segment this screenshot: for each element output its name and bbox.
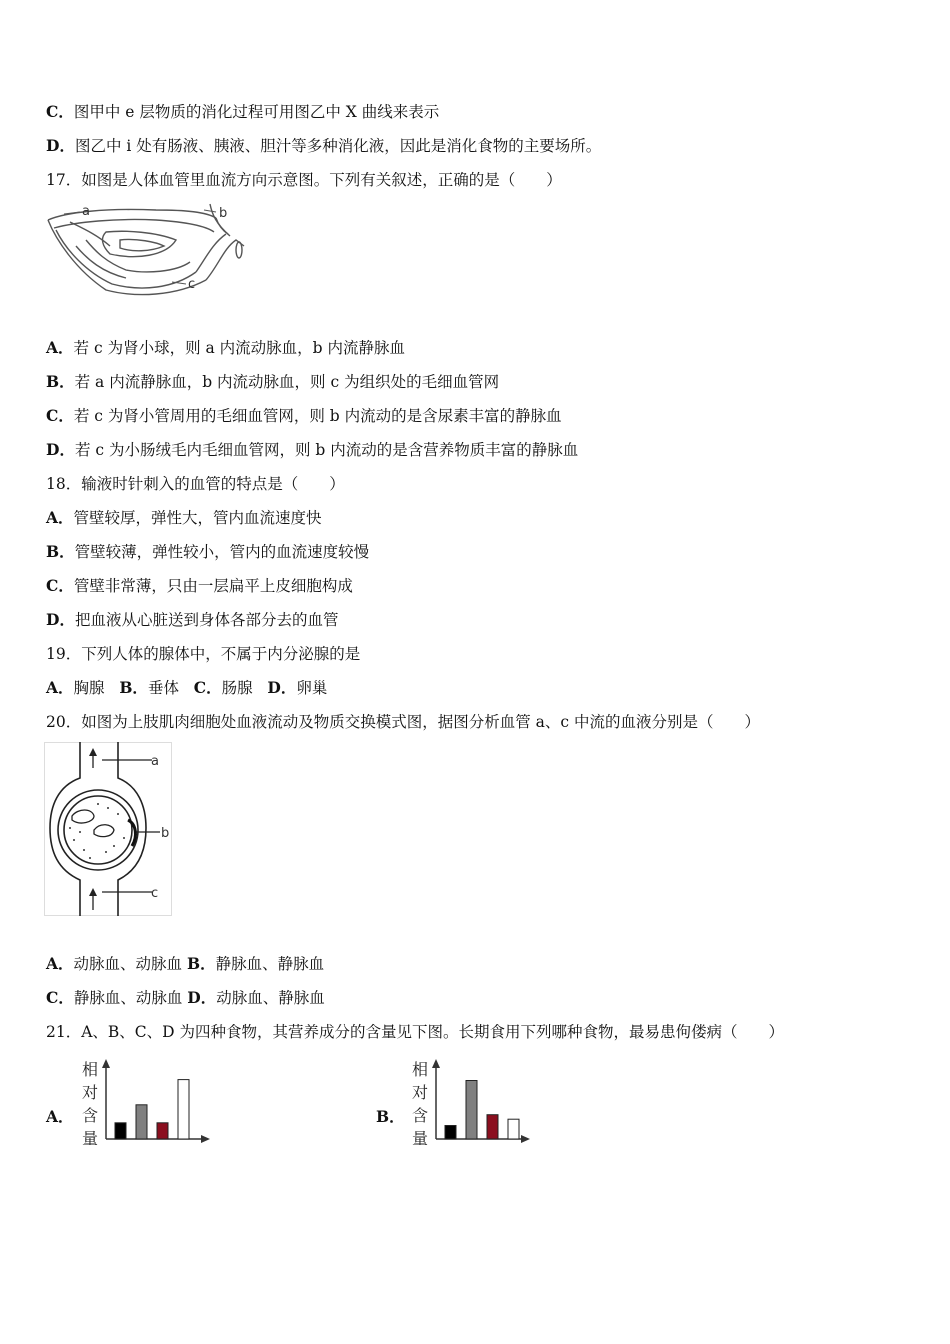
option-text: 图甲中 e 层物质的消化过程可用图乙中 X 曲线来表示 [73, 103, 440, 121]
label-a: a [82, 204, 90, 219]
option-text: 肠腺 [221, 679, 253, 697]
option-text: 卵巢 [296, 679, 328, 697]
option-text: 静脉血、静脉血 [215, 955, 325, 973]
option-prefix: A． [46, 678, 74, 697]
chart-b-option-label: B． [376, 1107, 405, 1126]
y-axis-label-char: 对 [82, 1083, 99, 1102]
option-prefix: A． [46, 338, 74, 357]
option-text: 管壁较薄，弹性较小，管内的血流速度较慢 [74, 543, 370, 561]
y-axis-label-char: 含 [412, 1106, 429, 1125]
option-c-line [46, 576, 353, 596]
option-text: 管壁较厚，弹性大，管内血流速度快 [73, 509, 322, 527]
option-b-line [46, 372, 499, 392]
option-text: 若 a 内流静脉血，b 内流动脉血，则 c 为组织处的毛细血管网 [74, 373, 500, 391]
bar [487, 1115, 498, 1139]
option-prefix: A． [46, 508, 74, 527]
label-b: b [161, 826, 170, 841]
option-prefix: D． [187, 988, 217, 1007]
options-20-ab [46, 954, 324, 974]
y-axis-label-char: 量 [412, 1129, 429, 1147]
option-text: 若 c 为肾小管周用的毛细血管网，则 b 内流动的是含尿素丰富的静脉血 [73, 407, 562, 425]
option-c-line [46, 102, 439, 122]
bar [466, 1081, 477, 1140]
x-axis-arrow [521, 1135, 530, 1143]
option-a-line [46, 508, 322, 528]
question-18: 18．输液时针刺入的血管的特点是（ ） [46, 475, 345, 493]
y-axis-arrow [102, 1059, 110, 1068]
option-prefix: B． [186, 954, 216, 973]
option-text: 动脉血、静脉血 [216, 989, 325, 1007]
bar [157, 1123, 168, 1139]
label-c: c [151, 886, 159, 901]
option-prefix: C． [46, 988, 74, 1007]
y-axis-label-char: 对 [412, 1083, 429, 1102]
options-19 [46, 678, 327, 698]
x-axis-arrow [201, 1135, 210, 1143]
option-a-line [46, 338, 405, 358]
bar [445, 1126, 456, 1140]
question-20: 20．如图为上肢肌肉细胞处血液流动及物质交换模式图，据图分析血管 a、c 中流的血液分别是（ ） [46, 713, 761, 731]
option-text: 若 c 为小肠绒毛内毛细血管网，则 b 内流动的是含营养物质丰富的静脉血 [74, 441, 579, 459]
option-text: 若 c 为肾小球，则 a 内流动脉血，b 内流静脉血 [73, 339, 406, 357]
option-prefix: D． [46, 136, 75, 155]
option-prefix: D． [46, 440, 75, 459]
option-text: 把血液从心脏送到身体各部分去的血管 [74, 611, 339, 629]
option-prefix: D． [267, 678, 297, 697]
bar [508, 1119, 519, 1139]
bar [136, 1105, 147, 1139]
option-c-line [46, 406, 562, 426]
option-d-line [46, 440, 578, 460]
option-d-line [46, 136, 601, 156]
question-19: 19．下列人体的腺体中，不属于内分泌腺的是 [46, 645, 361, 663]
option-text: 动脉血、动脉血 [73, 955, 183, 973]
chart-a-option-label: A． [46, 1107, 74, 1126]
y-axis-label-char: 相 [82, 1060, 99, 1079]
y-axis-label-char: 相 [412, 1060, 429, 1079]
nutrition-chart-a [78, 1055, 218, 1147]
y-axis-arrow [432, 1059, 440, 1068]
option-prefix: D． [46, 610, 75, 629]
option-text: 胸腺 [73, 679, 105, 697]
label-a: a [151, 754, 159, 769]
options-20-cd [46, 988, 325, 1008]
option-b-line [46, 542, 369, 562]
option-d-line [46, 610, 338, 630]
option-prefix: B． [46, 542, 75, 561]
bar [178, 1080, 189, 1139]
y-axis-label-char: 量 [82, 1129, 99, 1147]
option-prefix: B． [46, 372, 75, 391]
nutrition-chart-b [408, 1055, 538, 1147]
question-21: 21．A、B、C、D 为四种食物，其营养成分的含量见下图。长期食用下列哪种食物，最易患佝偻病（ ） [46, 1023, 785, 1041]
option-prefix: C． [46, 102, 74, 121]
option-text: 管壁非常薄，只由一层扁平上皮细胞构成 [73, 577, 353, 595]
option-prefix: C． [46, 406, 74, 425]
option-prefix: C． [193, 678, 222, 697]
label-b: b [219, 206, 228, 221]
label-c: c [188, 277, 196, 292]
option-text: 垂体 [147, 679, 179, 697]
option-text: 图乙中 i 处有肠液、胰液、胆汁等多种消化液，因此是消化食物的主要场所。 [74, 137, 602, 155]
y-axis-label-char: 含 [82, 1106, 99, 1125]
option-text: 静脉血、动脉血 [73, 989, 183, 1007]
blood-vessel-diagram-17 [46, 200, 246, 300]
option-prefix: A． [46, 954, 74, 973]
blood-exchange-diagram-20 [44, 742, 172, 916]
bar [115, 1123, 126, 1139]
question-17: 17．如图是人体血管里血流方向示意图。下列有关叙述，正确的是（ ） [46, 171, 562, 189]
option-prefix: C． [46, 576, 74, 595]
option-prefix: B． [119, 678, 148, 697]
